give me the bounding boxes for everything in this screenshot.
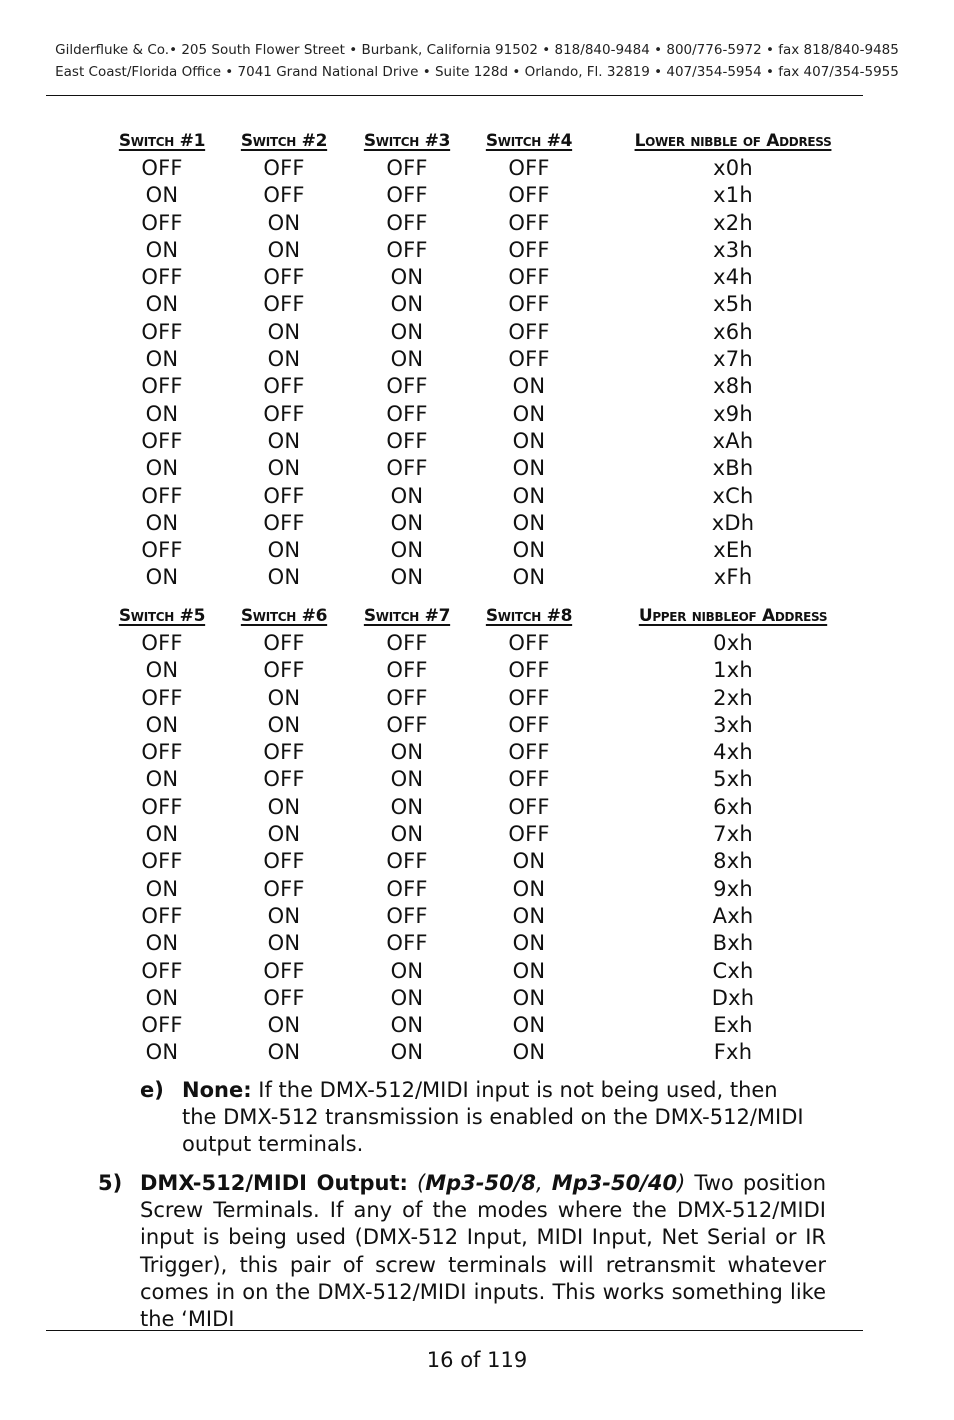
- address-cell: 4xh: [713, 740, 753, 765]
- switch-state-cell: OFF: [263, 401, 305, 426]
- switch-state-cell: ON: [267, 210, 301, 235]
- switch-state-cell: ON: [390, 538, 424, 563]
- switch-state-cell: ON: [145, 292, 179, 317]
- switch-state-cell: OFF: [263, 958, 305, 983]
- letterhead-office-line: East Coast/Florida Office • 7041 Grand National Drive • Suite 128d • Orlando, Fl. 32819 • 407/354-5954 • fax 407/354-5955: [55, 64, 899, 80]
- table-row: [0, 848, 954, 875]
- table-row: [0, 182, 954, 209]
- switch-state-cell: ON: [512, 374, 546, 399]
- switch-state-cell: OFF: [508, 156, 550, 180]
- address-cell: 8xh: [713, 849, 753, 874]
- table-row: [0, 373, 954, 400]
- switch-state-cell: ON: [390, 292, 424, 317]
- switch-state-cell: ON: [512, 931, 546, 956]
- switch-state-cell: ON: [390, 767, 424, 792]
- address-cell: xBh: [712, 456, 754, 481]
- switch-state-cell: ON: [145, 767, 179, 792]
- table-row: [0, 903, 954, 930]
- switch-state-cell: ON: [267, 712, 301, 737]
- address-cell: x1h: [713, 183, 753, 208]
- switch-state-cell: OFF: [263, 985, 305, 1010]
- table-row: [0, 537, 954, 564]
- column-header: Switch #2: [240, 131, 328, 151]
- switch-state-cell: OFF: [386, 401, 428, 426]
- address-cell: x5h: [713, 292, 753, 317]
- address-cell: 0xh: [713, 631, 753, 655]
- switch-state-cell: OFF: [263, 510, 305, 535]
- table-row: [0, 1012, 954, 1039]
- switch-state-cell: OFF: [263, 483, 305, 508]
- switch-state-cell: OFF: [263, 740, 305, 765]
- switch-state-cell: ON: [512, 1040, 546, 1065]
- switch-state-cell: ON: [267, 685, 301, 710]
- switch-state-cell: ON: [512, 565, 546, 590]
- switch-state-cell: ON: [512, 1013, 546, 1038]
- switch-state-cell: ON: [145, 401, 179, 426]
- switch-state-cell: ON: [145, 1040, 179, 1065]
- table-row: [0, 237, 954, 264]
- switch-state-cell: ON: [512, 428, 546, 453]
- switch-state-cell: OFF: [508, 319, 550, 344]
- address-cell: 2xh: [713, 685, 753, 710]
- switch-state-cell: OFF: [508, 631, 550, 655]
- upper-nibble-table: [0, 603, 954, 1067]
- switch-state-cell: ON: [512, 538, 546, 563]
- switch-state-cell: OFF: [141, 265, 183, 290]
- letterhead-address-line: Gilderfluke & Co.• 205 South Flower Street • Burbank, California 91502 • 818/840-9484 • 800/776-5972 • fax 818/840-9485: [55, 42, 899, 58]
- switch-state-cell: ON: [267, 565, 301, 590]
- table-row: [0, 821, 954, 848]
- address-cell: 7xh: [713, 822, 753, 847]
- address-cell: 5xh: [713, 767, 753, 792]
- switch-state-cell: OFF: [508, 740, 550, 765]
- item-5-lead: DMX-512/MIDI Output:: [140, 1171, 408, 1195]
- address-cell: 9xh: [713, 876, 753, 901]
- table-row: [0, 657, 954, 684]
- switch-state-cell: ON: [267, 822, 301, 847]
- switch-state-cell: OFF: [386, 456, 428, 481]
- switch-state-cell: OFF: [508, 292, 550, 317]
- switch-state-cell: OFF: [508, 822, 550, 847]
- item-5-paren-open: (: [407, 1171, 426, 1195]
- table-row: [0, 630, 954, 657]
- switch-state-cell: OFF: [386, 685, 428, 710]
- column-header: Switch #4: [485, 131, 573, 151]
- switch-state-cell: OFF: [263, 156, 305, 180]
- header-divider: [46, 95, 863, 96]
- switch-state-cell: ON: [512, 985, 546, 1010]
- item-5-body: [140, 1170, 826, 1333]
- column-header: Lower nibble of Address: [634, 131, 832, 151]
- address-cell: xDh: [711, 510, 755, 535]
- switch-state-cell: ON: [267, 319, 301, 344]
- column-header: Switch #5: [118, 606, 206, 626]
- switch-state-cell: ON: [390, 1013, 424, 1038]
- table-row: [0, 510, 954, 537]
- switch-state-cell: ON: [390, 794, 424, 819]
- table-row: [0, 685, 954, 712]
- address-cell: xFh: [713, 565, 753, 590]
- table-row: [0, 985, 954, 1012]
- switch-state-cell: ON: [512, 510, 546, 535]
- switch-state-cell: OFF: [141, 538, 183, 563]
- switch-state-cell: OFF: [141, 631, 183, 655]
- address-cell: Axh: [712, 903, 754, 928]
- switch-state-cell: ON: [145, 712, 179, 737]
- address-cell: Cxh: [712, 958, 754, 983]
- address-cell: Dxh: [711, 985, 755, 1010]
- address-cell: xAh: [712, 428, 754, 453]
- table-row: [0, 346, 954, 373]
- switch-state-cell: OFF: [508, 685, 550, 710]
- switch-state-cell: ON: [512, 483, 546, 508]
- switch-state-cell: OFF: [508, 347, 550, 372]
- switch-state-cell: ON: [267, 903, 301, 928]
- address-cell: xCh: [712, 483, 754, 508]
- item-e-body: [182, 1077, 812, 1159]
- table-row: [0, 455, 954, 482]
- switch-state-cell: OFF: [141, 794, 183, 819]
- table-row: [0, 319, 954, 346]
- switch-state-cell: OFF: [263, 631, 305, 655]
- table-row: [0, 401, 954, 428]
- switch-state-cell: OFF: [263, 183, 305, 208]
- switch-state-cell: ON: [145, 347, 179, 372]
- switch-state-cell: OFF: [386, 712, 428, 737]
- switch-state-cell: OFF: [386, 183, 428, 208]
- switch-state-cell: OFF: [141, 483, 183, 508]
- switch-state-cell: OFF: [263, 767, 305, 792]
- item-5-model-a: Mp3-50/8: [425, 1171, 536, 1195]
- address-cell: x8h: [713, 374, 753, 399]
- switch-state-cell: ON: [145, 565, 179, 590]
- table-row: [0, 564, 954, 591]
- table-row: [0, 958, 954, 985]
- switch-state-cell: ON: [267, 794, 301, 819]
- switch-state-cell: OFF: [508, 265, 550, 290]
- switch-state-cell: OFF: [508, 210, 550, 235]
- table-row: [0, 210, 954, 237]
- table-row: [0, 930, 954, 957]
- switch-state-cell: OFF: [386, 374, 428, 399]
- table-header-row: [0, 128, 954, 155]
- switch-state-cell: OFF: [508, 658, 550, 683]
- address-cell: xEh: [713, 538, 753, 563]
- address-cell: x2h: [713, 210, 753, 235]
- table-row: [0, 264, 954, 291]
- item-5-comma: ,: [535, 1171, 552, 1195]
- switch-state-cell: OFF: [141, 958, 183, 983]
- address-cell: x7h: [713, 347, 753, 372]
- item-e-paragraph: [140, 1077, 840, 1159]
- switch-state-cell: OFF: [141, 428, 183, 453]
- switch-state-cell: OFF: [386, 849, 428, 874]
- switch-state-cell: ON: [145, 985, 179, 1010]
- address-cell: 1xh: [713, 658, 753, 683]
- column-header: Upper nibbleof Address: [638, 606, 828, 626]
- address-cell: x6h: [713, 319, 753, 344]
- item-5-paragraph: [98, 1170, 838, 1333]
- address-cell: x4h: [713, 265, 753, 290]
- switch-state-cell: ON: [390, 822, 424, 847]
- switch-state-cell: ON: [267, 456, 301, 481]
- switch-state-cell: ON: [267, 1013, 301, 1038]
- switch-state-cell: ON: [267, 237, 301, 262]
- item-e-label: e): [140, 1078, 164, 1102]
- table-row: [0, 766, 954, 793]
- switch-state-cell: OFF: [263, 658, 305, 683]
- table-row: [0, 483, 954, 510]
- switch-state-cell: ON: [390, 958, 424, 983]
- switch-state-cell: ON: [390, 740, 424, 765]
- address-cell: x9h: [713, 401, 753, 426]
- table-row: [0, 876, 954, 903]
- switch-state-cell: OFF: [508, 183, 550, 208]
- switch-state-cell: ON: [512, 401, 546, 426]
- lower-nibble-table: [0, 128, 954, 592]
- switch-state-cell: OFF: [263, 292, 305, 317]
- switch-state-cell: OFF: [141, 685, 183, 710]
- footer-divider: [46, 1330, 863, 1331]
- switch-state-cell: OFF: [508, 712, 550, 737]
- item-5-text: Two position Screw Terminals. If any of the modes where the DMX-512/MIDI input is being used (DMX-512 Input, MIDI Input, Net Serial or IR Trigger), this pair of screw terminals will retransmit whatever comes in on the DMX-512/MIDI inputs. This works something like the ‘MIDI: [140, 1171, 826, 1332]
- switch-state-cell: OFF: [386, 876, 428, 901]
- switch-state-cell: OFF: [141, 156, 183, 180]
- switch-state-cell: OFF: [263, 876, 305, 901]
- page-number: 16 of 119: [426, 1348, 528, 1372]
- switch-state-cell: OFF: [508, 794, 550, 819]
- switch-state-cell: ON: [390, 565, 424, 590]
- switch-state-cell: ON: [145, 822, 179, 847]
- switch-state-cell: OFF: [386, 903, 428, 928]
- table-row: [0, 428, 954, 455]
- table-row: [0, 739, 954, 766]
- switch-state-cell: OFF: [263, 265, 305, 290]
- switch-state-cell: ON: [145, 658, 179, 683]
- address-cell: Bxh: [712, 931, 754, 956]
- column-header: Switch #3: [363, 131, 451, 151]
- switch-state-cell: ON: [267, 347, 301, 372]
- switch-state-cell: ON: [145, 931, 179, 956]
- switch-state-cell: ON: [390, 985, 424, 1010]
- switch-state-cell: ON: [390, 319, 424, 344]
- item-5-label: 5): [98, 1171, 123, 1195]
- switch-state-cell: ON: [267, 931, 301, 956]
- switch-state-cell: ON: [390, 347, 424, 372]
- switch-state-cell: OFF: [386, 931, 428, 956]
- switch-state-cell: ON: [267, 538, 301, 563]
- switch-state-cell: ON: [145, 183, 179, 208]
- switch-state-cell: ON: [390, 265, 424, 290]
- switch-state-cell: ON: [390, 510, 424, 535]
- address-cell: 6xh: [713, 794, 753, 819]
- switch-state-cell: ON: [145, 510, 179, 535]
- switch-state-cell: ON: [512, 849, 546, 874]
- item-e-text: If the DMX-512/MIDI input is not being used, then the DMX-512 transmission is enabled on the DMX-512/MIDI output terminals.: [182, 1078, 804, 1157]
- switch-state-cell: OFF: [386, 631, 428, 655]
- switch-state-cell: OFF: [141, 210, 183, 235]
- column-header: Switch #6: [240, 606, 328, 626]
- switch-state-cell: OFF: [141, 374, 183, 399]
- item-5-paren-close: ): [677, 1171, 686, 1195]
- switch-state-cell: ON: [145, 456, 179, 481]
- table-row: [0, 291, 954, 318]
- switch-state-cell: OFF: [508, 237, 550, 262]
- switch-state-cell: OFF: [263, 374, 305, 399]
- switch-state-cell: OFF: [386, 156, 428, 180]
- item-5-model-b: Mp3-50/40: [551, 1171, 678, 1195]
- switch-state-cell: ON: [267, 428, 301, 453]
- switch-state-cell: OFF: [141, 1013, 183, 1038]
- switch-state-cell: ON: [390, 1040, 424, 1065]
- switch-state-cell: OFF: [386, 210, 428, 235]
- item-e-lead: None:: [182, 1078, 252, 1102]
- switch-state-cell: OFF: [141, 319, 183, 344]
- address-cell: 3xh: [713, 712, 753, 737]
- table-row: [0, 794, 954, 821]
- switch-state-cell: OFF: [386, 428, 428, 453]
- table-row: [0, 155, 954, 182]
- switch-state-cell: OFF: [386, 237, 428, 262]
- switch-state-cell: ON: [512, 958, 546, 983]
- switch-state-cell: OFF: [141, 903, 183, 928]
- table-header-row: [0, 603, 954, 630]
- switch-state-cell: ON: [512, 456, 546, 481]
- address-cell: Exh: [713, 1013, 753, 1038]
- switch-state-cell: ON: [512, 903, 546, 928]
- switch-state-cell: ON: [145, 876, 179, 901]
- switch-state-cell: ON: [145, 237, 179, 262]
- column-header: Switch #1: [118, 131, 206, 151]
- address-cell: x3h: [713, 237, 753, 262]
- switch-state-cell: OFF: [508, 767, 550, 792]
- column-header: Switch #7: [363, 606, 451, 626]
- switch-state-cell: OFF: [263, 849, 305, 874]
- switch-state-cell: OFF: [386, 658, 428, 683]
- switch-state-cell: ON: [267, 1040, 301, 1065]
- table-row: [0, 1039, 954, 1066]
- switch-state-cell: OFF: [141, 740, 183, 765]
- switch-state-cell: ON: [390, 483, 424, 508]
- column-header: Switch #8: [485, 606, 573, 626]
- table-row: [0, 712, 954, 739]
- address-cell: Fxh: [713, 1040, 753, 1065]
- switch-state-cell: OFF: [141, 849, 183, 874]
- address-cell: x0h: [713, 156, 753, 180]
- switch-state-cell: ON: [512, 876, 546, 901]
